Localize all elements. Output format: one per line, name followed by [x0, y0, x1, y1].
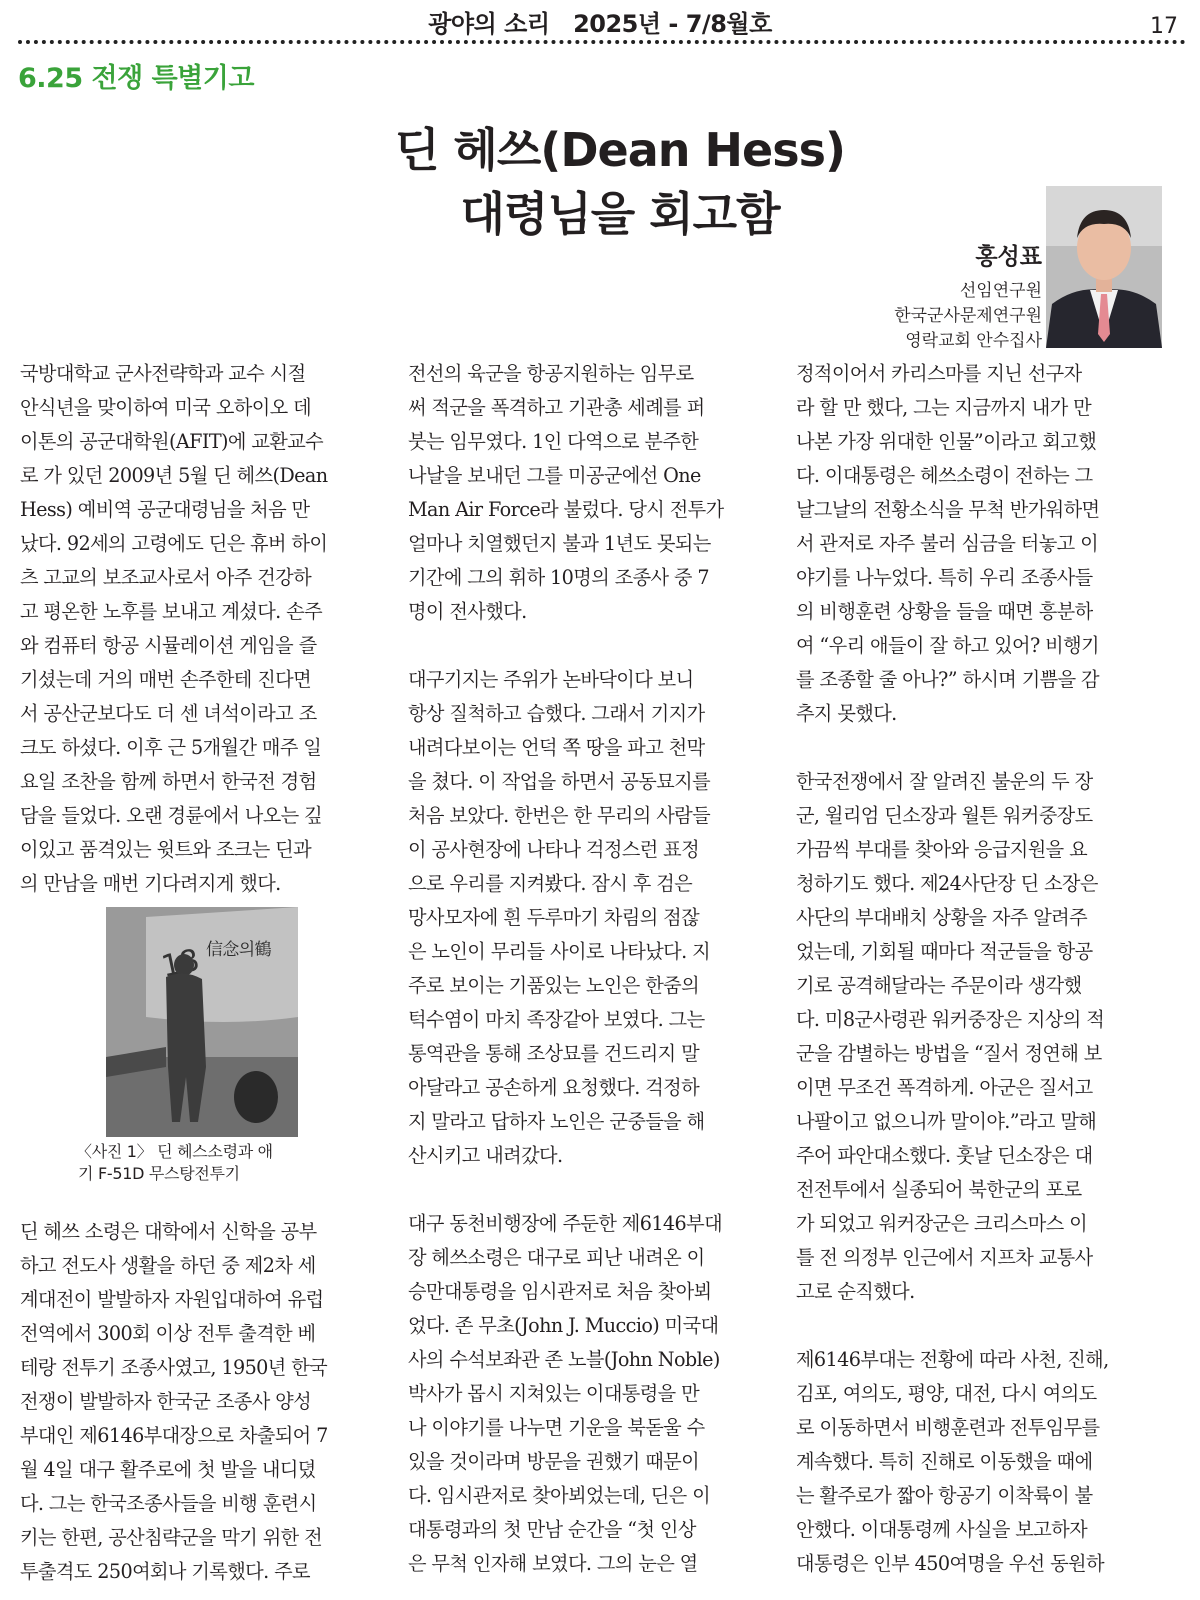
- text-line: 추지 못했다.: [796, 702, 897, 725]
- text-line: 계대전이 발발하자 자원입대하여 유럽: [20, 1288, 324, 1311]
- text-line: 나 이야기를 나누면 기운을 북돋울 수: [408, 1416, 705, 1439]
- text-line: 명이 전사했다.: [408, 600, 527, 623]
- text-line: Man Air Force라 불렀다. 당시 전투가: [408, 498, 724, 521]
- text-line: 의 만남을 매번 기다려지게 했다.: [20, 872, 281, 895]
- text-line: 망사모자에 흰 두루마기 차림의 점잖: [408, 906, 700, 929]
- text-line: 는 활주로가 짧아 항공기 이착륙이 불: [796, 1484, 1093, 1507]
- text-line: 크도 하셨다. 이후 근 5개월간 매주 일: [20, 736, 322, 759]
- paragraph-gap: [408, 1173, 778, 1207]
- text-line: 틀 전 의정부 인근에서 지프차 교통사: [796, 1246, 1093, 1269]
- text-line: 여 “우리 애들이 잘 하고 있어? 비행기: [796, 634, 1099, 657]
- text-line: 군, 윌리엄 딘소장과 월튼 워커중장도: [796, 804, 1093, 827]
- text-line: 항상 질척하고 습했다. 그래서 기지가: [408, 702, 705, 725]
- text-line: 정적이어서 카리스마를 지닌 선구자: [796, 362, 1082, 385]
- text-line: 기간에 그의 휘하 10명의 조종사 중 7: [408, 566, 709, 589]
- text-line: 장 헤쓰소령은 대구로 피난 내려온 이: [408, 1246, 705, 1269]
- text-line: 전전투에서 실종되어 북한군의 포로: [796, 1178, 1082, 1201]
- text-line: 투출격도 250여회나 기록했다. 주로: [20, 1560, 310, 1583]
- paragraph-gap: [796, 731, 1166, 765]
- text-line: 나본 가장 위대한 인물”이라고 회고했: [796, 430, 1097, 453]
- text-line: 있을 것이라며 방문을 권했기 때문이: [408, 1450, 700, 1473]
- text-line: 나팔이고 없으니까 말이야.”라고 말해: [796, 1110, 1097, 1133]
- text-line: 지 말라고 답하자 노인은 군중들을 해: [408, 1110, 705, 1133]
- text-line: 턱수염이 마치 족장같아 보였다. 그는: [408, 1008, 705, 1031]
- text-line: 써 적군을 폭격하고 기관총 세례를 퍼: [408, 396, 705, 419]
- text-line: 야기를 나누었다. 특히 우리 조종사들: [796, 566, 1093, 589]
- text-line: 아달라고 공손하게 요청했다. 걱정하: [408, 1076, 700, 1099]
- text-line: 담을 들었다. 오랜 경륜에서 나오는 깊: [20, 804, 323, 827]
- text-line: Hess) 예비역 공군대령님을 처음 만: [20, 498, 310, 521]
- article-photo: [106, 907, 298, 1137]
- text-line: 다. 이대통령은 헤쓰소령이 전하는 그: [796, 464, 1093, 487]
- author-photo: [1046, 186, 1162, 348]
- paragraph-gap: [796, 1309, 1166, 1343]
- text-line: 계속했다. 특히 진해로 이동했을 때에: [796, 1450, 1093, 1473]
- author-affiliation: 한국군사문제연구원: [894, 306, 1042, 326]
- text-line: 안식년을 맞이하여 미국 오하이오 데: [20, 396, 312, 419]
- text-line: 테랑 전투기 조종사였고, 1950년 한국: [20, 1356, 328, 1379]
- text-line: 라 할 만 했다, 그는 지금까지 내가 만: [796, 396, 1092, 419]
- title-line-2: 대령님을 회고함: [460, 187, 780, 241]
- text-line: 서 관저로 자주 불러 심금을 터놓고 이: [796, 532, 1099, 555]
- article-title: [300, 118, 940, 246]
- column-1: [20, 357, 390, 1589]
- text-line: 사의 수석보좌관 존 노블(John Noble): [408, 1348, 720, 1371]
- text-line: 다. 그는 한국조종사들을 비행 훈련시: [20, 1492, 317, 1515]
- text-line: 이 공사현장에 나타나 걱정스런 표정: [408, 838, 700, 861]
- text-line: 국방대학교 군사전략학과 교수 시절: [20, 362, 306, 385]
- caption-line: 기 F-51D 무스탕전투기: [78, 1164, 240, 1183]
- dotted-divider: [18, 40, 1186, 44]
- text-line: 대구기지는 주위가 논바닥이다 보니: [408, 668, 694, 691]
- text-line: 고 평온한 노후를 보내고 계셨다. 손주: [20, 600, 323, 623]
- text-line: 딘 헤쓰 소령은 대학에서 신학을 공부: [20, 1220, 317, 1243]
- text-line: 얼마나 치열했던지 불과 1년도 못되는: [408, 532, 711, 555]
- text-line: 가끔씩 부대를 찾아와 응급지원을 요: [796, 838, 1088, 861]
- text-line: 이있고 품격있는 윗트와 조크는 딘과: [20, 838, 312, 861]
- text-line: 와 컴퓨터 항공 시뮬레이션 게임을 즐: [20, 634, 317, 657]
- text-line: 승만대통령을 임시관저로 처음 찾아뵈: [408, 1280, 712, 1303]
- text-line: 월 4일 대구 활주로에 첫 발을 내디뎠: [20, 1458, 316, 1481]
- text-line: 주어 파안대소했다. 훗날 딘소장은 대: [796, 1144, 1093, 1167]
- section-label: 6.25 전쟁 특별기고: [18, 63, 254, 94]
- text-line: 대통령은 인부 450여명을 우선 동원하: [796, 1552, 1104, 1575]
- text-line: 한국전쟁에서 잘 알려진 불운의 두 장: [796, 770, 1093, 793]
- text-line: 이면 무조건 폭격하게. 아군은 질서고: [796, 1076, 1093, 1099]
- column-2: [408, 357, 778, 1581]
- text-line: 서 공산군보다도 더 센 녀석이라고 조: [20, 702, 317, 725]
- text-line: 가 되었고 워커장군은 크리스마스 이: [796, 1212, 1088, 1235]
- text-line: 대통령과의 첫 만남 순간을 “첫 인상: [408, 1518, 696, 1541]
- text-line: 대구 동천비행장에 주둔한 제6146부대: [408, 1212, 723, 1235]
- text-line: 날그날의 전황소식을 무척 반가워하면: [796, 498, 1100, 521]
- caption-line: 〈사진 1〉 딘 헤스소령과 애: [76, 1142, 273, 1161]
- page-number: 17: [1150, 14, 1178, 39]
- text-line: 통역관을 통해 조상묘를 건드리지 말: [408, 1042, 700, 1065]
- text-line: 처음 보았다. 한번은 한 무리의 사람들: [408, 804, 711, 827]
- text-line: 났다. 92세의 고령에도 딘은 휴버 하이: [20, 532, 328, 555]
- text-line: 은 무척 인자해 보였다. 그의 눈은 열: [408, 1552, 698, 1575]
- text-line: 박사가 몹시 지쳐있는 이대통령을 만: [408, 1382, 700, 1405]
- text-line: 으로 우리를 지켜봤다. 잠시 후 검은: [408, 872, 693, 895]
- text-line: 츠 고교의 보조교사로서 아주 건강하: [20, 566, 312, 589]
- fighter-plane-photo: [106, 907, 298, 1137]
- plane-lettering: 信念의鶴: [206, 940, 272, 960]
- author-affiliation: 선임연구원: [959, 281, 1042, 301]
- text-line: 로 가 있던 2009년 5월 딘 헤쓰(Dean: [20, 464, 328, 487]
- text-line: 의 비행훈련 상황을 들을 때면 흥분하: [796, 600, 1093, 623]
- photo-caption: [76, 1141, 390, 1185]
- text-line: 내려다보이는 언덕 쪽 땅을 파고 천막: [408, 736, 705, 759]
- text-line: 키는 한편, 공산침략군을 막기 위한 전: [20, 1526, 323, 1549]
- text-line: 고로 순직했다.: [796, 1280, 915, 1303]
- text-line: 요일 조찬을 함께 하면서 한국전 경험: [20, 770, 317, 793]
- text-line: 기셨는데 거의 매번 손주한테 진다면: [20, 668, 312, 691]
- column-3: [796, 357, 1166, 1581]
- text-line: 나날을 보내던 그를 미공군에선 One: [408, 464, 701, 487]
- text-line: 다. 임시관저로 찾아뵈었는데, 딘은 이: [408, 1484, 711, 1507]
- text-line: 다. 미8군사령관 워커중장은 지상의 적: [796, 1008, 1105, 1031]
- text-line: 을 쳤다. 이 작업을 하면서 공동묘지를: [408, 770, 711, 793]
- text-line: 를 조종할 줄 아나?” 하시며 기쁨을 감: [796, 668, 1099, 691]
- publication-title: 광야의 소리 2025년 - 7/8월호: [428, 10, 772, 38]
- text-line: 사단의 부대배치 상황을 자주 알려주: [796, 906, 1088, 929]
- author-name: 홍성표: [975, 244, 1042, 270]
- paragraph-gap: [408, 629, 778, 663]
- text-line: 은 노인이 무리들 사이로 나타났다. 지: [408, 940, 711, 963]
- title-line-1: 딘 헤쓰(Dean Hess): [394, 123, 845, 177]
- text-line: 부대인 제6146부대장으로 차출되어 7: [20, 1424, 328, 1447]
- page-header: [0, 0, 1200, 40]
- text-line: 전선의 육군을 항공지원하는 임무로: [408, 362, 694, 385]
- text-line: 안했다. 이대통령께 사실을 보고하자: [796, 1518, 1088, 1541]
- text-line: 김포, 여의도, 평양, 대전, 다시 여의도: [796, 1382, 1097, 1405]
- text-line: 하고 전도사 생활을 하던 중 제2차 세: [20, 1254, 316, 1277]
- text-line: 청하기도 했다. 제24사단장 딘 소장은: [796, 872, 1098, 895]
- text-line: 었는데, 기회될 때마다 적군들을 항공: [796, 940, 1093, 963]
- text-line: 군을 감별하는 방법을 “질서 정연해 보: [796, 1042, 1102, 1065]
- text-line: 기로 공격해달라는 주문이라 생각했: [796, 974, 1082, 997]
- text-line: 전쟁이 발발하자 한국군 조종사 양성: [20, 1390, 312, 1413]
- author-byline: [894, 238, 1042, 354]
- author-affiliation: 영락교회 안수집사: [905, 331, 1042, 351]
- text-line: 주로 보이는 기품있는 노인은 한줌의: [408, 974, 700, 997]
- text-line: 이톤의 공군대학원(AFIT)에 교환교수: [20, 430, 324, 453]
- text-line: 전역에서 300회 이상 전투 출격한 베: [20, 1322, 316, 1345]
- text-line: 제6146부대는 전황에 따라 사천, 진해,: [796, 1348, 1109, 1371]
- text-line: 붓는 임무였다. 1인 다역으로 분주한: [408, 430, 699, 453]
- text-line: 산시키고 내려갔다.: [408, 1144, 563, 1167]
- text-line: 로 이동하면서 비행훈련과 전투임무를: [796, 1416, 1100, 1439]
- text-line: 었다. 존 무초(John J. Muccio) 미국대: [408, 1314, 719, 1337]
- author-portrait-illustration: [1046, 186, 1162, 348]
